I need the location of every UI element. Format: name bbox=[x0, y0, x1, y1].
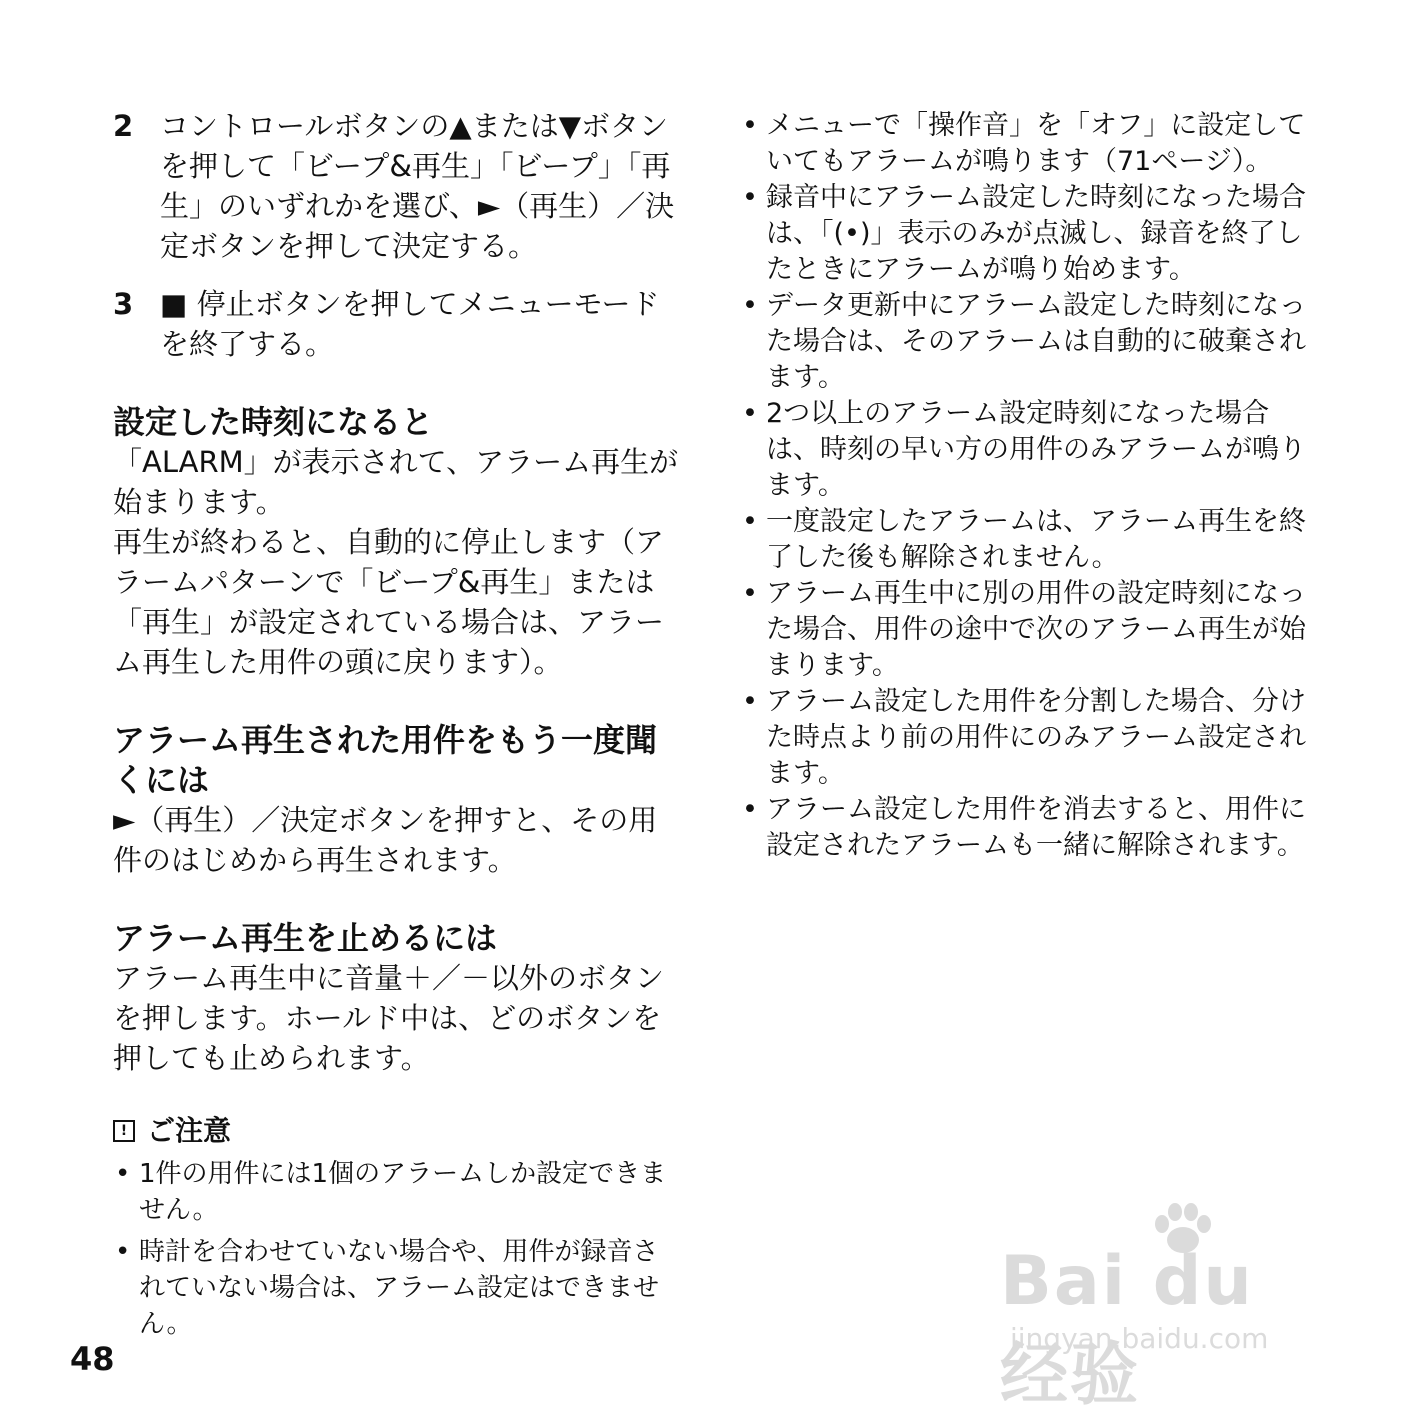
section-paragraph: ►（再生）／決定ボタンを押すと、その用件のはじめから再生されます。 bbox=[113, 803, 658, 877]
right-column bbox=[740, 106, 1310, 864]
step-2 bbox=[113, 106, 683, 266]
caution-heading bbox=[113, 1112, 683, 1150]
section-heading: 設定した時刻になると bbox=[113, 403, 434, 441]
watermark-brand: Bai du 经验 bbox=[1000, 1242, 1254, 1415]
section-paragraph: 再生が終わると、自動的に停止します（アラームパターンで「ビープ&再生」または「再生」が設定されている場合は、アラーム再生した用件の頭に戻ります）。 bbox=[113, 525, 665, 679]
caution-list bbox=[113, 1156, 683, 1342]
step-text: ■ 停止ボタンを押してメニューモードを終了する。 bbox=[160, 287, 660, 361]
caution-icon: ! bbox=[113, 1120, 135, 1142]
step-text: コントロールボタンの▲または▼ボタンを押して「ビープ&再生」「ビープ」「再生」のいずれかを選び、►（再生）／決定ボタンを押して決定する。 bbox=[160, 109, 675, 263]
list-item: • 録音中にアラーム設定した時刻になった場合は、「(•)」表示のみが点滅し、録音を終了したときにアラームが鳴り始めます。 bbox=[740, 180, 1310, 288]
step-number: 2 bbox=[113, 109, 134, 143]
list-item: • 2つ以上のアラーム設定時刻になった場合は、時刻の早い方の用件のみアラームが鳴ります。 bbox=[740, 396, 1310, 504]
left-column bbox=[113, 106, 683, 1342]
caution-title: ご注意 bbox=[147, 1114, 232, 1147]
step-number: 3 bbox=[113, 287, 134, 321]
step-3 bbox=[113, 284, 683, 364]
section-paragraph: 「ALARM」が表示されて、アラーム再生が始まります。 bbox=[113, 445, 679, 519]
list-item: • 一度設定したアラームは、アラーム再生を終了した後も解除されません。 bbox=[740, 504, 1310, 576]
watermark-url: jingyan.baidu.com bbox=[1010, 1322, 1269, 1355]
list-item: • 1件の用件には1個のアラームしか設定できません。 bbox=[113, 1156, 683, 1228]
list-item: • アラーム設定した用件を分割した場合、分けた時点より前の用件にのみアラーム設定されます。 bbox=[740, 684, 1310, 792]
list-item: • アラーム設定した用件を消去すると、用件に設定されたアラームも一緒に解除されます。 bbox=[740, 792, 1310, 864]
list-item: • データ更新中にアラーム設定した時刻になった場合は、そのアラームは自動的に破棄されます。 bbox=[740, 288, 1310, 396]
page-number: 48 bbox=[70, 1340, 115, 1378]
list-item: • メニューで「操作音」を「オフ」に設定していてもアラームが鳴ります（71ページ）。 bbox=[740, 108, 1310, 180]
section-heading: アラーム再生を止めるには bbox=[113, 919, 498, 957]
list-item: • アラーム再生中に別の用件の設定時刻になった場合、用件の途中で次のアラーム再生が始まります。 bbox=[740, 576, 1310, 684]
section-paragraph: アラーム再生中に音量＋／－以外のボタンを押します。ホールド中は、どのボタンを押しても止められます。 bbox=[113, 961, 665, 1075]
notes-list bbox=[740, 108, 1310, 864]
section-heading: アラーム再生された用件をもう一度聞くには bbox=[113, 721, 658, 799]
list-item: • 時計を合わせていない場合や、用件が録音されていない場合は、アラーム設定はできません。 bbox=[113, 1234, 683, 1342]
baidu-watermark bbox=[1000, 1200, 1340, 1415]
